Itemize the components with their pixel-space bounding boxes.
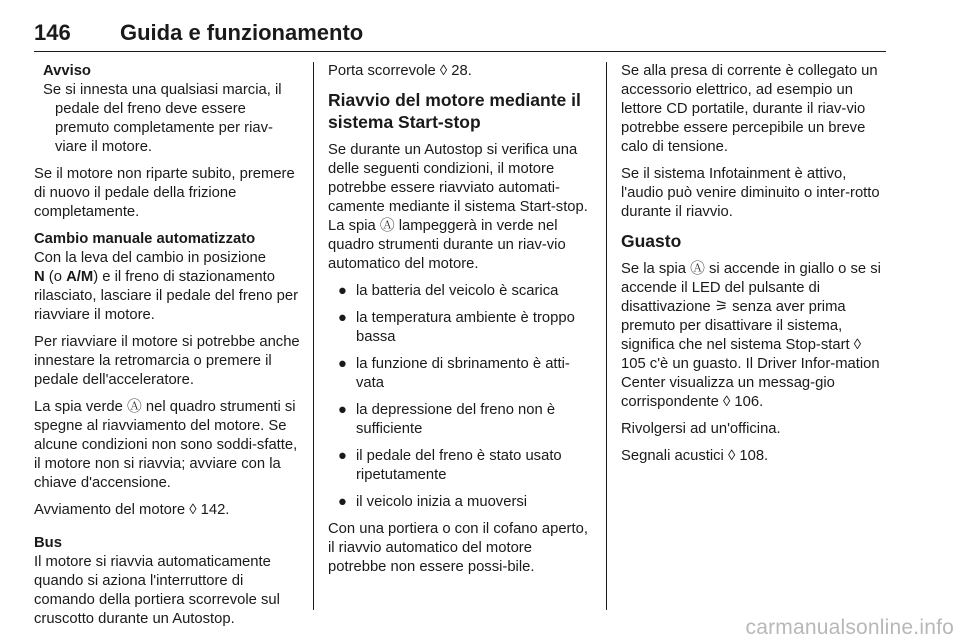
note-line: pedale del freno deve essere <box>55 101 246 117</box>
page-header <box>34 12 886 52</box>
list-item <box>328 355 590 393</box>
column-2 <box>328 62 590 585</box>
page-ref-arrow-icon: ◊ <box>727 448 736 464</box>
paragraph: Se il motore non riparte subito, premere di nuovo il pedale della frizione completamente. <box>34 166 295 220</box>
page-ref-arrow-icon: ◊ <box>439 63 448 79</box>
text: Se la spia <box>621 261 691 277</box>
section-title: Guida e funzionamento <box>120 20 364 45</box>
start-stop-icon: Ⓐ <box>126 399 142 415</box>
list-item <box>328 309 590 347</box>
page-ref-arrow-icon: ◊ <box>723 394 731 410</box>
bullet-icon: ● <box>338 448 347 464</box>
list-item-text: il veicolo inizia a muoversi <box>356 494 528 510</box>
page-ref[interactable]: 108. <box>735 448 769 464</box>
paragraph <box>34 249 300 325</box>
text: lampeggerà in verde nel quadro strumenti durante un riav‐vio automatico del motore. <box>328 218 566 272</box>
paragraph <box>328 62 590 81</box>
list-item <box>328 447 590 485</box>
section-heading-restart: Riavvio del motore mediante il sistema Start-stop <box>328 90 581 132</box>
list-item-text: la batteria del veicolo è scarica <box>356 283 559 299</box>
text: ) e il freno di stazionamento rilasciato, lasciare il pedale del freno per riavviare il motore. <box>34 269 299 323</box>
column-1 <box>34 62 300 637</box>
page-ref[interactable]: 106. <box>730 394 764 410</box>
page-ref[interactable]: 142. <box>196 502 230 518</box>
text: Porta scorrevole <box>328 63 440 79</box>
page-number: 146 <box>34 20 71 45</box>
gear-n-label: N <box>34 269 45 285</box>
watermark: carmanualsonline.info <box>745 616 954 639</box>
text: Segnali acustici <box>621 448 728 464</box>
bullet-icon: ● <box>338 310 347 326</box>
text: Avviamento del motore <box>34 502 190 518</box>
list-item <box>328 401 590 439</box>
subheading-automated-gearbox: Cambio manuale automatizzato <box>34 231 256 247</box>
note-line: premuto completamente per riav‐ <box>55 120 273 136</box>
paragraph: Se alla presa di corrente è collegato un accessorio elettrico, ad esempio un lettore CD portatile, durante il riav‐vio potrebbe essere percepibile un breve calo di tensione. <box>621 63 878 155</box>
paragraph: Se il sistema Infotainment è attivo, l'audio può venire diminuito o inter‐rotto durante il riavvio. <box>621 166 880 220</box>
paragraph: Rivolgersi ad un'officina. <box>621 421 781 437</box>
paragraph: Per riavviare il motore si potrebbe anche innestare la retromarcia o premere il pedale dell'acceleratore. <box>34 334 300 388</box>
section-heading-fault: Guasto <box>621 231 682 251</box>
page-ref[interactable]: 28. <box>447 63 472 79</box>
note-box <box>34 62 300 157</box>
bullet-icon: ● <box>338 402 347 418</box>
note-title: Avviso <box>43 63 91 79</box>
text: 105 c'è un guasto. Il Driver Infor‐mation Center visualizza un messag‐gio corrispondente <box>621 356 880 410</box>
paragraph: Con una portiera o con il cofano aperto, il riavvio automatico del motore potrebbe non essere possi‐bile. <box>328 521 588 575</box>
header-rule <box>34 51 886 52</box>
list-item <box>328 282 590 301</box>
text: Se durante un Autostop si verifica una delle seguenti condizioni, il motore potrebbe essere riavviato automati‐camente mediante il sistema Start-stop. La spia <box>328 142 588 234</box>
bullet-icon: ● <box>338 283 347 299</box>
text: (o <box>44 269 67 285</box>
page-ref-arrow-icon: ◊ <box>853 337 862 353</box>
condition-list <box>328 282 590 512</box>
column-divider <box>313 62 314 610</box>
bullet-icon: ● <box>338 494 347 510</box>
start-stop-icon: Ⓐ <box>379 218 395 234</box>
paragraph <box>328 141 590 274</box>
list-item-text: la funzione di sbrinamento è atti‐vata <box>356 356 570 391</box>
text: senza aver prima premuto per disattivare il sistema, significa che nel sistema Stop-start <box>621 299 854 353</box>
note-line: Se si innesta una qualsiasi marcia, il <box>43 82 282 98</box>
paragraph <box>621 447 889 466</box>
text: Con la leva del cambio in posizione <box>34 250 266 266</box>
start-stop-icon: Ⓐ <box>690 261 705 277</box>
paragraph <box>621 260 889 412</box>
page-ref-arrow-icon: ◊ <box>189 502 197 518</box>
note-line: viare il motore. <box>55 139 153 155</box>
list-item-text: la depressione del freno non è sufficiente <box>356 402 556 437</box>
paragraph <box>34 501 300 520</box>
bullet-icon: ● <box>338 356 347 372</box>
text: La spia verde <box>34 399 127 415</box>
list-item-text: il pedale del freno è stato usato ripetutamente <box>356 448 562 483</box>
column-3 <box>621 62 889 474</box>
column-divider <box>606 62 607 610</box>
paragraph: Il motore si riavvia automaticamente quando si aziona l'interruttore di comando della portiera scorrevole sul cruscotto durante un Autostop. <box>34 554 280 627</box>
list-item-text: la temperatura ambiente è troppo bassa <box>356 310 575 345</box>
gear-am-label: A/M <box>66 269 94 285</box>
text: nel quadro strumenti si spegne al riavviamento del motore. Se alcune condizioni non sono soddi‐sfatte, il motore non si riavvia; avviare con la chiave d'accensione. <box>34 399 298 491</box>
paragraph <box>34 398 300 493</box>
list-item <box>328 493 590 512</box>
text: si accende in giallo o se si accende il LED del pulsante di disattivazione <box>621 261 881 315</box>
subheading-bus: Bus <box>34 535 62 551</box>
start-stop-off-icon: ⚞ <box>714 299 729 315</box>
